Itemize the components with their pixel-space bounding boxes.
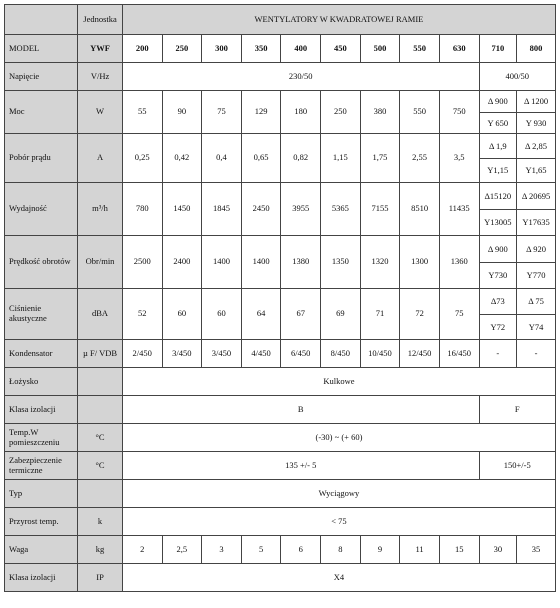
value-cell: 11 [400, 536, 440, 564]
value-cell: - [479, 340, 517, 368]
star-value: Y74 [528, 322, 544, 332]
speed-row [5, 236, 556, 289]
value-cell: 0,25 [122, 134, 162, 183]
value-cell: 7155 [360, 183, 400, 236]
value-cell: 1350 [321, 236, 361, 289]
corner-cell [5, 5, 78, 35]
value-cell: 75 [439, 289, 479, 340]
unit-cell: µ F/ VDB [78, 340, 123, 368]
model-size: 250 [162, 35, 202, 63]
unit-cell: kg [78, 536, 123, 564]
value-cell: 2/450 [122, 340, 162, 368]
value-cell: 9 [360, 536, 400, 564]
value-cell: 10/450 [360, 340, 400, 368]
type-row [5, 480, 556, 508]
unit-cell [78, 396, 123, 424]
value-cell: 0,42 [162, 134, 202, 183]
model-size: 400 [281, 35, 321, 63]
delta-value: Δ 900 [480, 236, 517, 263]
value-cell: 35 [517, 536, 556, 564]
star-value: Y 930 [525, 118, 547, 128]
bearing-value: Kulkowe [122, 368, 555, 396]
star-value: Y1,65 [525, 165, 547, 175]
star-value: Y770 [526, 270, 546, 280]
value-cell: 4/450 [241, 340, 281, 368]
header-row [5, 5, 556, 35]
split-cell-710 [479, 289, 517, 340]
split-cell-710 [479, 91, 517, 134]
model-size: 450 [321, 35, 361, 63]
power-row [5, 91, 556, 134]
unit-cell: m³/h [78, 183, 123, 236]
value-cell: 6/450 [281, 340, 321, 368]
value-cell: 1,15 [321, 134, 361, 183]
model-row [5, 35, 556, 63]
value-cell: 2450 [241, 183, 281, 236]
value-cell: 129 [241, 91, 281, 134]
row-label: Łożysko [5, 368, 78, 396]
unit-cell: °C [78, 452, 123, 480]
value-cell: 8/450 [321, 340, 361, 368]
value-cell: 0,4 [202, 134, 242, 183]
row-label: Ciśnienie akustyczne [5, 289, 78, 340]
ambient-row [5, 424, 556, 452]
value-cell: 380 [360, 91, 400, 134]
value-cell: 60 [162, 289, 202, 340]
row-label: Przyrost temp. [5, 508, 78, 536]
temp-rise-row [5, 508, 556, 536]
value-cell: 90 [162, 91, 202, 134]
current-row [5, 134, 556, 183]
value-cell: 67 [281, 289, 321, 340]
value-cell: 1400 [202, 236, 242, 289]
star-value: Y17635 [522, 217, 550, 227]
value-cell: 72 [400, 289, 440, 340]
unit-cell [78, 480, 123, 508]
value-cell: 30 [479, 536, 517, 564]
value-cell: 11435 [439, 183, 479, 236]
model-size: 800 [517, 35, 556, 63]
group-title: WENTYLATORY W KWADRATOWEJ RAMIE [122, 5, 555, 35]
unit-column-header: Jednostka [78, 5, 123, 35]
unit-cell: k [78, 508, 123, 536]
row-label: Klasa izolacji [5, 564, 78, 592]
model-size: 200 [122, 35, 162, 63]
insulation-large: F [479, 396, 555, 424]
temp-rise-value: < 75 [122, 508, 555, 536]
noise-row [5, 289, 556, 340]
model-size: 710 [479, 35, 517, 63]
voltage-row [5, 63, 556, 91]
thermal-large: 150+/-5 [479, 452, 555, 480]
split-cell-710 [479, 236, 517, 289]
row-label: MODEL [5, 35, 78, 63]
value-cell: 1845 [202, 183, 242, 236]
model-size: 550 [400, 35, 440, 63]
row-label: Typ [5, 480, 78, 508]
unit-cell: W [78, 91, 123, 134]
delta-value: Δ 1200 [517, 91, 555, 113]
delta-value: Δ15120 [480, 183, 517, 210]
insulation-main: B [122, 396, 479, 424]
value-cell: 3/450 [202, 340, 242, 368]
row-label: Klasa izolacji [5, 396, 78, 424]
unit-cell: V/Hz [78, 63, 123, 91]
star-value: Y72 [490, 322, 506, 332]
value-cell: 1320 [360, 236, 400, 289]
row-label: Moc [5, 91, 78, 134]
split-cell-710 [479, 183, 517, 236]
value-cell: 1450 [162, 183, 202, 236]
value-cell: 2 [122, 536, 162, 564]
ambient-value: (-30) ~ (+ 60) [122, 424, 555, 452]
value-cell: 5 [241, 536, 281, 564]
value-cell: 60 [202, 289, 242, 340]
value-cell: 2400 [162, 236, 202, 289]
value-cell: 2,5 [162, 536, 202, 564]
value-cell: 2500 [122, 236, 162, 289]
row-label: Pobór prądu [5, 134, 78, 183]
star-value: Y 650 [487, 118, 509, 128]
row-label: Prędkość obrotów [5, 236, 78, 289]
split-cell-800 [517, 289, 556, 340]
value-cell: 750 [439, 91, 479, 134]
bearing-row [5, 368, 556, 396]
value-cell: 1380 [281, 236, 321, 289]
model-code: YWF [78, 35, 123, 63]
unit-cell: IP [78, 564, 123, 592]
unit-cell: dBA [78, 289, 123, 340]
value-cell: 3955 [281, 183, 321, 236]
delta-value: Δ 1,9 [480, 134, 517, 159]
split-cell-800 [517, 236, 556, 289]
delta-value: Δ 20695 [517, 183, 555, 210]
ip-row [5, 564, 556, 592]
row-label: Zabezpieczenie termiczne [5, 452, 78, 480]
model-size: 500 [360, 35, 400, 63]
value-cell: 55 [122, 91, 162, 134]
value-cell: 15 [439, 536, 479, 564]
star-value: Y13005 [484, 217, 512, 227]
fan-spec-table [4, 4, 556, 592]
value-cell: 8510 [400, 183, 440, 236]
unit-cell: A [78, 134, 123, 183]
value-cell: 71 [360, 289, 400, 340]
value-cell: 16/450 [439, 340, 479, 368]
voltage-large: 400/50 [479, 63, 555, 91]
value-cell: 550 [400, 91, 440, 134]
unit-cell [78, 368, 123, 396]
delta-value: Δ 2,85 [517, 134, 555, 159]
delta-value: Δ 900 [480, 91, 517, 113]
value-cell: 1360 [439, 236, 479, 289]
value-cell: 3 [202, 536, 242, 564]
delta-value: Δ73 [480, 289, 517, 315]
value-cell: - [517, 340, 556, 368]
value-cell: 69 [321, 289, 361, 340]
value-cell: 8 [321, 536, 361, 564]
value-cell: 5365 [321, 183, 361, 236]
ip-value: X4 [122, 564, 555, 592]
weight-row [5, 536, 556, 564]
split-cell-800 [517, 91, 556, 134]
row-label: Temp.W pomieszczeniu [5, 424, 78, 452]
unit-cell: °C [78, 424, 123, 452]
split-cell-800 [517, 134, 556, 183]
value-cell: 1,75 [360, 134, 400, 183]
model-size: 630 [439, 35, 479, 63]
value-cell: 0,82 [281, 134, 321, 183]
value-cell: 12/450 [400, 340, 440, 368]
value-cell: 1300 [400, 236, 440, 289]
unit-cell: Obr/min [78, 236, 123, 289]
split-cell-800 [517, 183, 556, 236]
type-value: Wyciągowy [122, 480, 555, 508]
value-cell: 180 [281, 91, 321, 134]
row-label: Wydajność [5, 183, 78, 236]
value-cell: 3,5 [439, 134, 479, 183]
value-cell: 2,55 [400, 134, 440, 183]
star-value: Y730 [488, 270, 508, 280]
split-cell-710 [479, 134, 517, 183]
value-cell: 1400 [241, 236, 281, 289]
flow-row [5, 183, 556, 236]
row-label: Kondensator [5, 340, 78, 368]
value-cell: 75 [202, 91, 242, 134]
star-value: Y1,15 [487, 165, 509, 175]
delta-value: Δ 920 [517, 236, 555, 263]
value-cell: 250 [321, 91, 361, 134]
value-cell: 0,65 [241, 134, 281, 183]
row-label: Waga [5, 536, 78, 564]
model-size: 350 [241, 35, 281, 63]
value-cell: 52 [122, 289, 162, 340]
value-cell: 780 [122, 183, 162, 236]
insulation-row [5, 396, 556, 424]
capacitor-row [5, 340, 556, 368]
model-size: 300 [202, 35, 242, 63]
thermal-main: 135 +/- 5 [122, 452, 479, 480]
voltage-main: 230/50 [122, 63, 479, 91]
value-cell: 3/450 [162, 340, 202, 368]
delta-value: Δ 75 [517, 289, 555, 315]
value-cell: 64 [241, 289, 281, 340]
thermal-row [5, 452, 556, 480]
row-label: Napięcie [5, 63, 78, 91]
value-cell: 6 [281, 536, 321, 564]
